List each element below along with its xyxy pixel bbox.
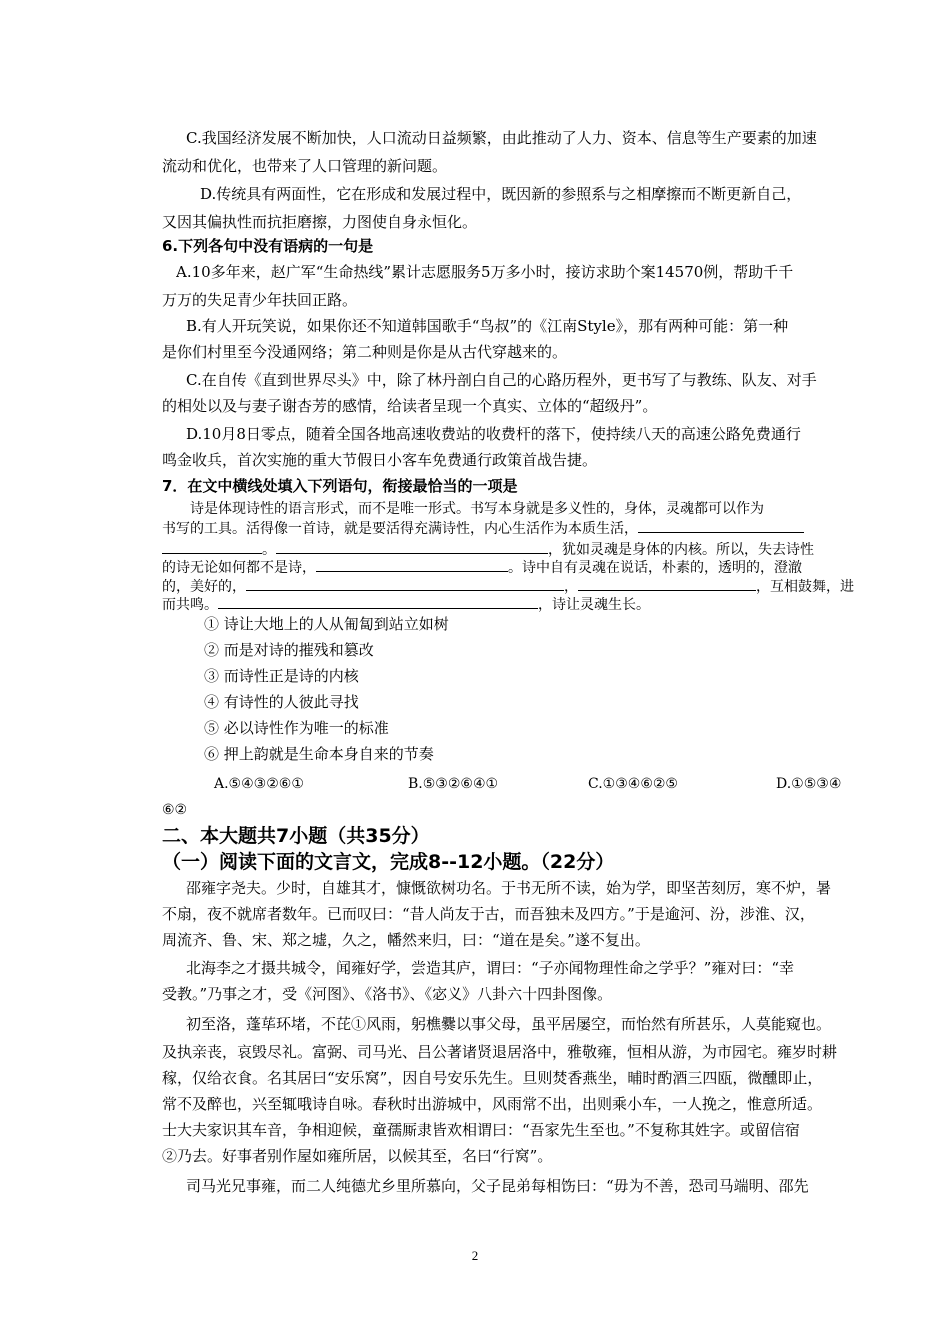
q7-answer-d: D.①⑤③④: [776, 776, 842, 792]
q6-option-b-line2: 是你们村里至今没通网络；第二种则是你是从古代穿越来的。: [162, 343, 568, 361]
q7-item-2: ② 而是对诗的摧残和篡改: [204, 641, 374, 659]
answer-blank: [246, 576, 564, 591]
q7-item-6: ⑥ 押上韵就是生命本身自来的节奏: [204, 745, 434, 763]
q7-passage-text: 而共鸣。: [162, 597, 218, 613]
q7-answer-d-wrap: ⑥②: [162, 802, 188, 818]
q7-item-1: ① 诗让大地上的人从匍匐到站立如树: [204, 615, 449, 633]
answer-blank: [276, 539, 548, 554]
q5-option-d-line2: 又因其偏执性而抗拒磨擦，力图使自身永恒化。: [162, 213, 478, 231]
q7-passage-line5: [162, 576, 868, 596]
q7-passage-line1: 诗是体现诗性的语言形式，而不是唯一形式。书写本身就是多义性的，身体，灵魂都可以作为: [190, 501, 764, 517]
q7-passage-line2: [162, 518, 868, 538]
q7-passage-text: 的诗无论如何都不是诗，: [162, 560, 316, 576]
q6-option-a-line1: A.10多年来，赵广军“生命热线”累计志愿服务5万多小时，接访求助个案14570例，帮助千千: [176, 263, 794, 281]
classical-passage-line: 北海李之才摄共城令，闻雍好学，尝造其庐，谓曰：“子亦闻物理性命之学乎？”雍对曰：“幸: [186, 959, 795, 977]
q7-passage-line6: [162, 594, 868, 614]
answer-blank: [162, 539, 262, 554]
classical-passage-line: 稼，仅给衣食。名其居曰“安乐窝”，因自号安乐先生。旦则焚香燕坐，晡时酌酒三四瓯，微醺即止，: [162, 1069, 823, 1087]
q5-option-c-line2: 流动和优化，也带来了人口管理的新问题。: [162, 157, 448, 175]
q7-passage-text: 的，美好的，: [162, 579, 246, 595]
classical-passage-line: ②乃去。好事者别作屋如雍所居，以候其至，名曰“行窝”。: [162, 1147, 553, 1165]
q6-option-d-line2: 鸣金收兵，首次实施的重大节假日小客车免费通行政策首战告捷。: [162, 451, 598, 469]
q6-option-c-line2: 的相处以及与妻子谢杏芳的感情，给读者呈现一个真实、立体的“超级丹”。: [162, 397, 658, 415]
classical-passage-line: 及执亲丧，哀毁尽礼。富弼、司马光、吕公著诸贤退居洛中，雅敬雍，恒相从游，为市园宅。雍岁时耕: [162, 1043, 838, 1061]
q7-item-5: ⑤ 必以诗性作为唯一的标准: [204, 719, 389, 737]
q7-passage-text: ，诗让灵魂生长。: [538, 597, 650, 613]
q7-answer-a: A.⑤④③②⑥①: [214, 776, 304, 792]
subsection-heading: （一）阅读下面的文言文，完成8--12小题。（22分）: [162, 851, 615, 873]
q5-option-c-line1: C.我国经济发展不断加快，人口流动日益频繁，由此推动了人力、资本、信息等生产要素的加速: [186, 129, 817, 147]
q7-passage-text: 书写的工具。活得像一首诗，就是要活得充满诗性，内心生活作为本质生活，: [162, 521, 638, 537]
q7-answer-c: C.①③④⑥②⑤: [588, 776, 678, 792]
q7-answer-b: B.⑤③②⑥④①: [408, 776, 499, 792]
q7-passage-text: ，: [564, 579, 578, 595]
q6-option-a-line2: 万万的失足青少年扶回正路。: [162, 291, 358, 309]
answer-blank: [316, 557, 508, 572]
q5-option-d-line1: D.传统具有两面性，它在形成和发展过程中，既因新的参照系与之相摩擦而不断更新自己，: [200, 185, 802, 203]
q7-passage-line3: [162, 539, 868, 559]
classical-passage-line: 初至洛，蓬荜环堵，不芘①风雨，躬樵爨以事父母，虽平居屡空，而怡然有所甚乐，人莫能窥也。: [186, 1015, 832, 1033]
classical-passage-line: 不扇，夜不就席者数年。已而叹曰：“昔人尚友于古，而吾独未及四方。”于是逾河、汾，涉淮、汉，: [162, 905, 815, 923]
answer-blank: [218, 594, 538, 609]
answer-blank: [638, 518, 804, 533]
page-number: 2: [471, 1248, 479, 1263]
q7-passage-text: ，犹如灵魂是身体的内核。所以，失去诗性: [548, 542, 814, 558]
q7-passage-text: 。: [262, 542, 276, 558]
classical-passage-line: 邵雍字尧夫。少时，自雄其才，慷慨欲树功名。于书无所不读，始为学，即坚苦刻厉，寒不炉，暑: [186, 879, 832, 897]
q7-passage-text: ，互相鼓舞，进: [756, 579, 854, 595]
q6-option-b-line1: B.有人开玩笑说，如果你还不知道韩国歌手“鸟叔”的《江南Style》，那有两种可能：第一种: [186, 317, 789, 335]
q6-option-c-line1: C.在自传《直到世界尽头》中，除了林丹剖白自己的心路历程外，更书写了与教练、队友、对手: [186, 371, 817, 389]
q6-option-d-line1: D.10月8日零点，随着全国各地高速收费站的收费杆的落下，使持续八天的高速公路免费通行: [186, 425, 801, 443]
q7-title: 7．在文中横线处填入下列语句，衔接最恰当的一项是: [162, 477, 518, 495]
q7-passage-text: 。诗中自有灵魂在说话，朴素的，透明的，澄澈: [508, 560, 802, 576]
classical-passage-line: 常不及醉也，兴至辄哦诗自咏。春秋时出游城中，风雨常不出，出则乘小车，一人挽之，惟意所适。: [162, 1095, 823, 1113]
classical-passage-line: 周流齐、鲁、宋、郑之墟，久之，幡然来归，曰：“道在是矣。”遂不复出。: [162, 931, 650, 949]
answer-blank: [578, 576, 756, 591]
q7-item-3: ③ 而诗性正是诗的内核: [204, 667, 359, 685]
q7-item-4: ④ 有诗性的人彼此寻找: [204, 693, 359, 711]
classical-passage-line: 受教。”乃事之才，受《河图》、《洛书》、《宓义》八卦六十四卦图像。: [162, 985, 613, 1003]
classical-passage-line: 司马光兄事雍，而二人纯德尤乡里所慕向，父子昆弟每相饬曰：“毋为不善，恐司马端明、邵先: [186, 1177, 809, 1195]
section-heading: 二、本大题共7小题（共35分）: [162, 825, 430, 847]
q7-passage-line4: [162, 557, 868, 577]
classical-passage-line: 士大夫家识其车音，争相迎候，童孺厮隶皆欢相谓曰：“吾家先生至也。”不复称其姓字。或留信宿: [162, 1121, 800, 1139]
q6-title: 6.下列各句中没有语病的一句是: [162, 237, 374, 255]
